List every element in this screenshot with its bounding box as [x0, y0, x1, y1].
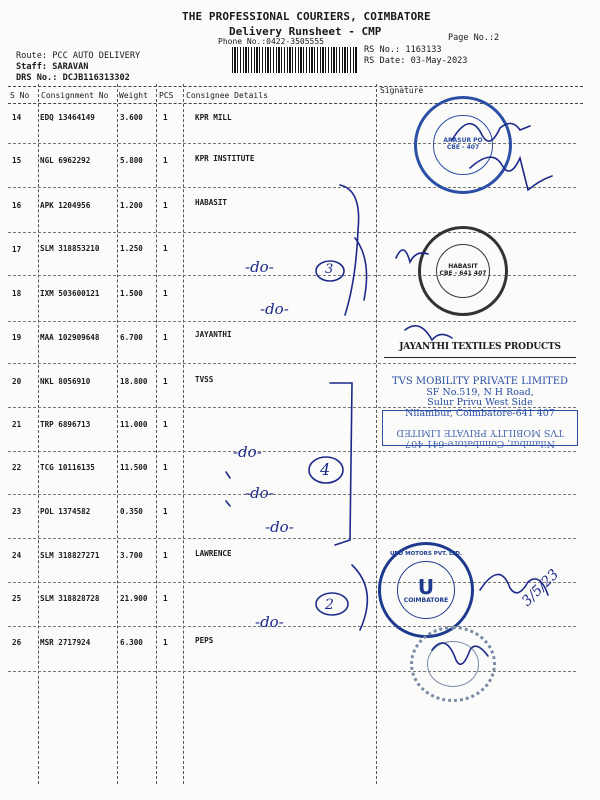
row-sno: 19: [12, 333, 22, 342]
group-bracket: [352, 565, 367, 630]
header-top-rule: [8, 86, 583, 87]
row-consignment: SLM 318828728: [40, 594, 100, 603]
row-pcs: 1: [163, 201, 168, 210]
row-consignment: SLM 318853210: [40, 244, 100, 253]
row-pcs: 1: [163, 551, 168, 560]
ditto-mark: -do-: [265, 518, 294, 536]
kpr-stamp-pin: CBE - 407: [446, 144, 480, 151]
row-pcs: 1: [163, 377, 168, 386]
row-divider: [8, 582, 576, 583]
tvs-stamp-address-3: Nilambur, Coimbatore-641 407: [405, 408, 555, 420]
row-consignment: NKL 8056910: [40, 377, 91, 386]
row-sno: 23: [12, 507, 22, 516]
ubd-logo-icon: U: [417, 574, 435, 599]
row-divider: [8, 321, 576, 322]
ditto-mark: -do-: [255, 613, 284, 631]
column-divider: [376, 84, 377, 784]
row-weight: 3.600: [120, 113, 143, 122]
header-signature: Signature: [380, 86, 424, 95]
tick-mark: [226, 472, 230, 478]
column-divider: [183, 84, 184, 784]
row-pcs: 1: [163, 244, 168, 253]
habasit-stamp-center: CBE - 641 407: [439, 269, 487, 277]
row-weight: 1.200: [120, 201, 143, 210]
row-weight: 11.500: [120, 463, 148, 472]
tvs-stamp-name: TVS MOBILITY PRIVATE LIMITED: [391, 376, 569, 387]
row-sno: 17: [12, 245, 22, 254]
row-consignment: EDQ 13464149: [40, 113, 95, 122]
row-sno: 25: [12, 594, 22, 603]
row-consignment: APK 1204956: [40, 201, 91, 210]
header-consignment: Consignment No: [41, 91, 109, 100]
group-bracket: [355, 238, 367, 300]
row-sno: 16: [12, 201, 22, 210]
page-number: Page No.:2: [448, 33, 500, 43]
group-bracket: [340, 185, 359, 315]
staff: Staff: SARAVAN: [16, 62, 89, 72]
phone-number: Phone No.:0422-3505555: [218, 37, 324, 46]
tvs-stamp-address-2: Sulur Privu West Side: [427, 397, 533, 409]
row-divider: [8, 626, 576, 627]
tvs-stamp-address-1: SF No.519, N H Road,: [426, 386, 534, 398]
row-sno: 20: [12, 377, 22, 386]
row-consignee: TVSS: [195, 375, 214, 384]
row-consignment: SLM 318827271: [40, 551, 100, 560]
rs-date: RS Date: 03-May-2023: [364, 56, 468, 66]
header-bottom-rule: [8, 103, 583, 104]
ditto-mark: -do-: [260, 300, 289, 318]
row-weight: 6.300: [120, 638, 143, 647]
ubd-stamp-city: COIMBATORE: [403, 596, 449, 604]
peps-faint-stamp: [410, 626, 496, 702]
ditto-mark: -do-: [245, 258, 274, 276]
row-weight: 3.700: [120, 551, 143, 560]
ubd-motors-stamp: [378, 542, 474, 638]
row-sno: 24: [12, 551, 22, 560]
row-consignee: PEPS: [195, 636, 214, 645]
row-sno: 18: [12, 289, 22, 298]
row-pcs: 1: [163, 333, 168, 342]
row-consignment: POL 1374582: [40, 507, 91, 516]
row-consignment: MSR 2717924: [40, 638, 91, 647]
jayanthi-stamp: JAYANTHI TEXTILES PRODUCTS: [384, 337, 576, 358]
row-weight: 0.350: [120, 507, 143, 516]
row-sno: 21: [12, 420, 22, 429]
row-sno: 26: [12, 638, 22, 647]
row-pcs: 1: [163, 594, 168, 603]
column-divider: [156, 84, 157, 784]
row-pcs: 1: [163, 420, 168, 429]
count-three: 3: [325, 262, 334, 277]
row-weight: 5.800: [120, 156, 143, 165]
route: Route: PCC AUTO DELIVERY: [16, 51, 141, 61]
tvs-stamp-mirror: [382, 426, 578, 448]
barcode: [232, 47, 357, 73]
row-consignment: TRP 6896713: [40, 420, 91, 429]
ditto-mark: -do-: [233, 443, 262, 461]
header-consignee: Consignee Details: [186, 91, 268, 100]
tick-mark: [226, 501, 230, 506]
header-pcs: PCS: [159, 91, 174, 100]
row-weight: 1.500: [120, 289, 143, 298]
row-pcs: 1: [163, 156, 168, 165]
row-weight: 1.250: [120, 244, 143, 253]
row-divider: [8, 187, 576, 188]
ditto-mark: -do-: [245, 484, 274, 502]
row-pcs: 1: [163, 463, 168, 472]
column-divider: [38, 84, 39, 784]
row-consignee: HABASIT: [195, 198, 228, 207]
sheet-title: Delivery Runsheet - CMP: [229, 25, 382, 38]
tvs-stamp-mirror-address: Nilambur, Coimbatore-641 407: [405, 438, 555, 450]
tvs-stamp-mirror-name: TVS MOBILITY PRIVATE LIMITED: [396, 427, 564, 439]
header-sno: S No: [10, 91, 30, 100]
kpr-stamp-center: ARASUR PO: [443, 137, 483, 145]
row-divider: [8, 538, 576, 539]
row-divider: [8, 232, 576, 233]
count-two: 2: [325, 597, 334, 613]
row-pcs: 1: [163, 507, 168, 516]
row-pcs: 1: [163, 638, 168, 647]
row-weight: 6.700: [120, 333, 143, 342]
count-four: 4: [320, 460, 331, 479]
company-title: THE PROFESSIONAL COURIERS, COIMBATORE: [182, 10, 431, 23]
row-consignee: KPR INSTITUTE: [195, 154, 255, 163]
ubd-stamp-name: UBD MOTORS PVT. LTD.: [389, 551, 463, 557]
row-divider: [8, 494, 576, 495]
row-pcs: 1: [163, 113, 168, 122]
rs-number: RS No.: 1163133: [364, 45, 442, 55]
row-weight: 11.000: [120, 420, 148, 429]
habasit-stamp-name: HABASIT: [448, 263, 478, 271]
row-consignee: JAYANTHI: [195, 330, 232, 339]
row-consignee: KPR MILL: [195, 113, 232, 122]
row-sno: 22: [12, 463, 22, 472]
handwritten-date: 3/5/23: [518, 566, 563, 610]
tvs-company-stamp: [382, 376, 578, 494]
habasit-round-stamp: [418, 226, 508, 316]
row-divider: [8, 363, 576, 364]
row-pcs: 1: [163, 289, 168, 298]
row-consignee: LAWRENCE: [195, 549, 232, 558]
kpr-round-stamp: [414, 96, 512, 194]
drs-number: DRS No.: DCJB116313302: [16, 73, 130, 83]
header-weight: Weight: [119, 91, 148, 100]
column-divider: [117, 84, 118, 784]
row-sno: 15: [12, 156, 22, 165]
row-consignment: MAA 102909648: [40, 333, 100, 342]
row-consignment: IXM 503600121: [40, 289, 100, 298]
row-consignment: TCG 10116135: [40, 463, 95, 472]
row-weight: 21.900: [120, 594, 148, 603]
row-consignment: NGL 6962292: [40, 156, 91, 165]
row-weight: 18.800: [120, 377, 148, 386]
row-sno: 14: [12, 113, 22, 122]
